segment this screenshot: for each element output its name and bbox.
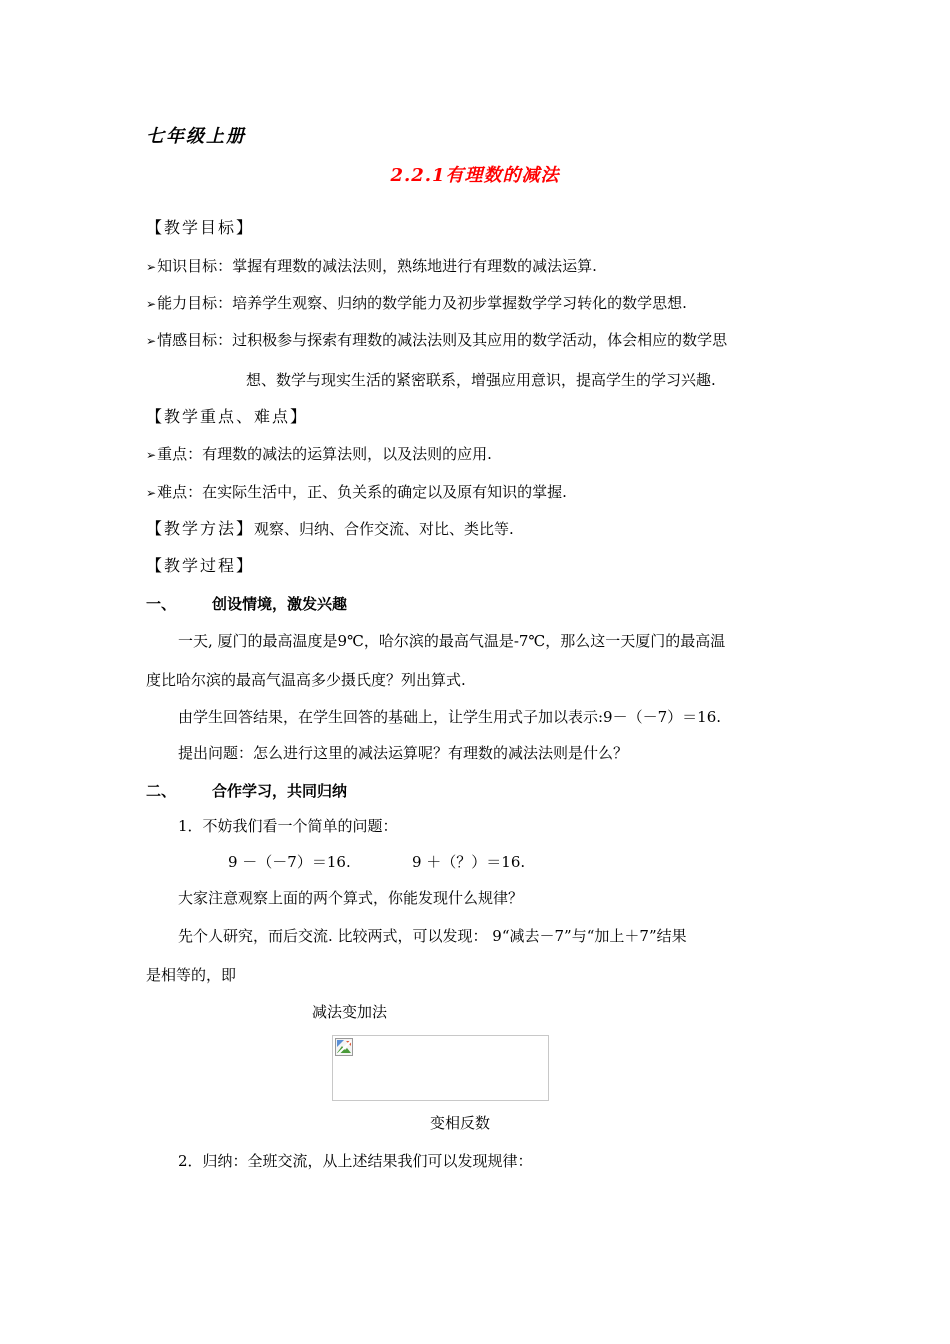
- objective-text: 情感目标：过积极参与探索有理数的减法法则及其应用的数学活动，体会相应的数学思: [157, 331, 728, 349]
- process-heading: 【教学过程】: [146, 556, 255, 575]
- key-point-text: 重点：有理数的减法的运算法则，以及法则的应用.: [157, 445, 492, 463]
- paragraph-question: 提出问题：怎么进行这里的减法运算呢？有理数的减法法则是什么？: [178, 744, 629, 762]
- paragraph-observe: 大家注意观察上面的两个算式，你能发现什么规律？: [178, 889, 524, 907]
- figure-label-top: 减法变加法: [312, 1003, 388, 1021]
- method-text: 观察、归纳、合作交流、对比、类比等.: [254, 520, 514, 538]
- paragraph-student-answer: 由学生回答结果，在学生回答的基础上，让学生用式子加以表示:9－（－7）＝16.: [178, 708, 721, 726]
- method-heading: 【教学方法】: [146, 519, 255, 538]
- objective-item-ability: [146, 293, 687, 314]
- objectives-heading: 【教学目标】: [146, 218, 255, 237]
- grade-label: 七年级上册: [146, 126, 246, 147]
- paragraph-scenario-line2: 度比哈尔滨的最高气温高多少摄氏度？列出算式.: [146, 671, 466, 689]
- section-number: 二、: [146, 782, 177, 800]
- objective-item-emotion: [146, 330, 727, 351]
- lesson-title: 2.2.1有理数的减法: [390, 165, 560, 186]
- key-point-text: 难点：在实际生活中，正、负关系的确定以及原有知识的掌握.: [157, 483, 567, 501]
- broken-image-icon: [335, 1038, 353, 1056]
- key-point-item-difficulty: [146, 482, 567, 503]
- bullet-arrow-icon: ➢: [146, 486, 157, 500]
- objective-text: 能力目标：培养学生观察、归纳的数学能力及初步掌握数学学习转化的数学思想.: [157, 294, 687, 312]
- paragraph-compare-line2: 是相等的，即: [146, 966, 237, 984]
- bullet-arrow-icon: ➢: [146, 297, 157, 311]
- question-two: 2．归纳：全班交流，从上述结果我们可以发现规律：: [178, 1152, 533, 1170]
- key-points-heading: 【教学重点、难点】: [146, 407, 309, 426]
- paragraph-scenario-line1: 一天, 厦门的最高温度是9℃，哈尔滨的最高气温是-7℃，那么这一天厦门的最高温: [178, 632, 726, 650]
- section-title: 创设情境，激发兴趣: [212, 595, 348, 613]
- section-title: 合作学习，共同归纳: [212, 782, 348, 800]
- key-point-item-focus: [146, 444, 492, 465]
- equation-addition: 9 ＋（？）＝16.: [412, 853, 526, 871]
- broken-image-placeholder: [332, 1035, 549, 1101]
- objective-continuation: 想、数学与现实生活的紧密联系，增强应用意识，提高学生的学习兴趣.: [246, 371, 716, 389]
- section-number: 一、: [146, 595, 177, 613]
- section-two-heading: [146, 781, 347, 801]
- paragraph-compare-line1: 先个人研究，而后交流. 比较两式，可以发现： 9“减去－7”与“加上＋7”结果: [178, 927, 687, 945]
- bullet-arrow-icon: ➢: [146, 334, 157, 348]
- objective-text: 知识目标：掌握有理数的减法法则，熟练地进行有理数的减法运算.: [157, 257, 597, 275]
- section-one-heading: [146, 594, 347, 614]
- figure-label-bottom: 变相反数: [430, 1114, 491, 1132]
- method-line: [146, 519, 514, 539]
- bullet-arrow-icon: ➢: [146, 260, 157, 274]
- question-one: 1．不妨我们看一个简单的问题：: [178, 817, 398, 835]
- equation-subtraction: 9 －（－7）＝16.: [228, 853, 351, 871]
- objective-item-knowledge: [146, 256, 597, 277]
- bullet-arrow-icon: ➢: [146, 448, 157, 462]
